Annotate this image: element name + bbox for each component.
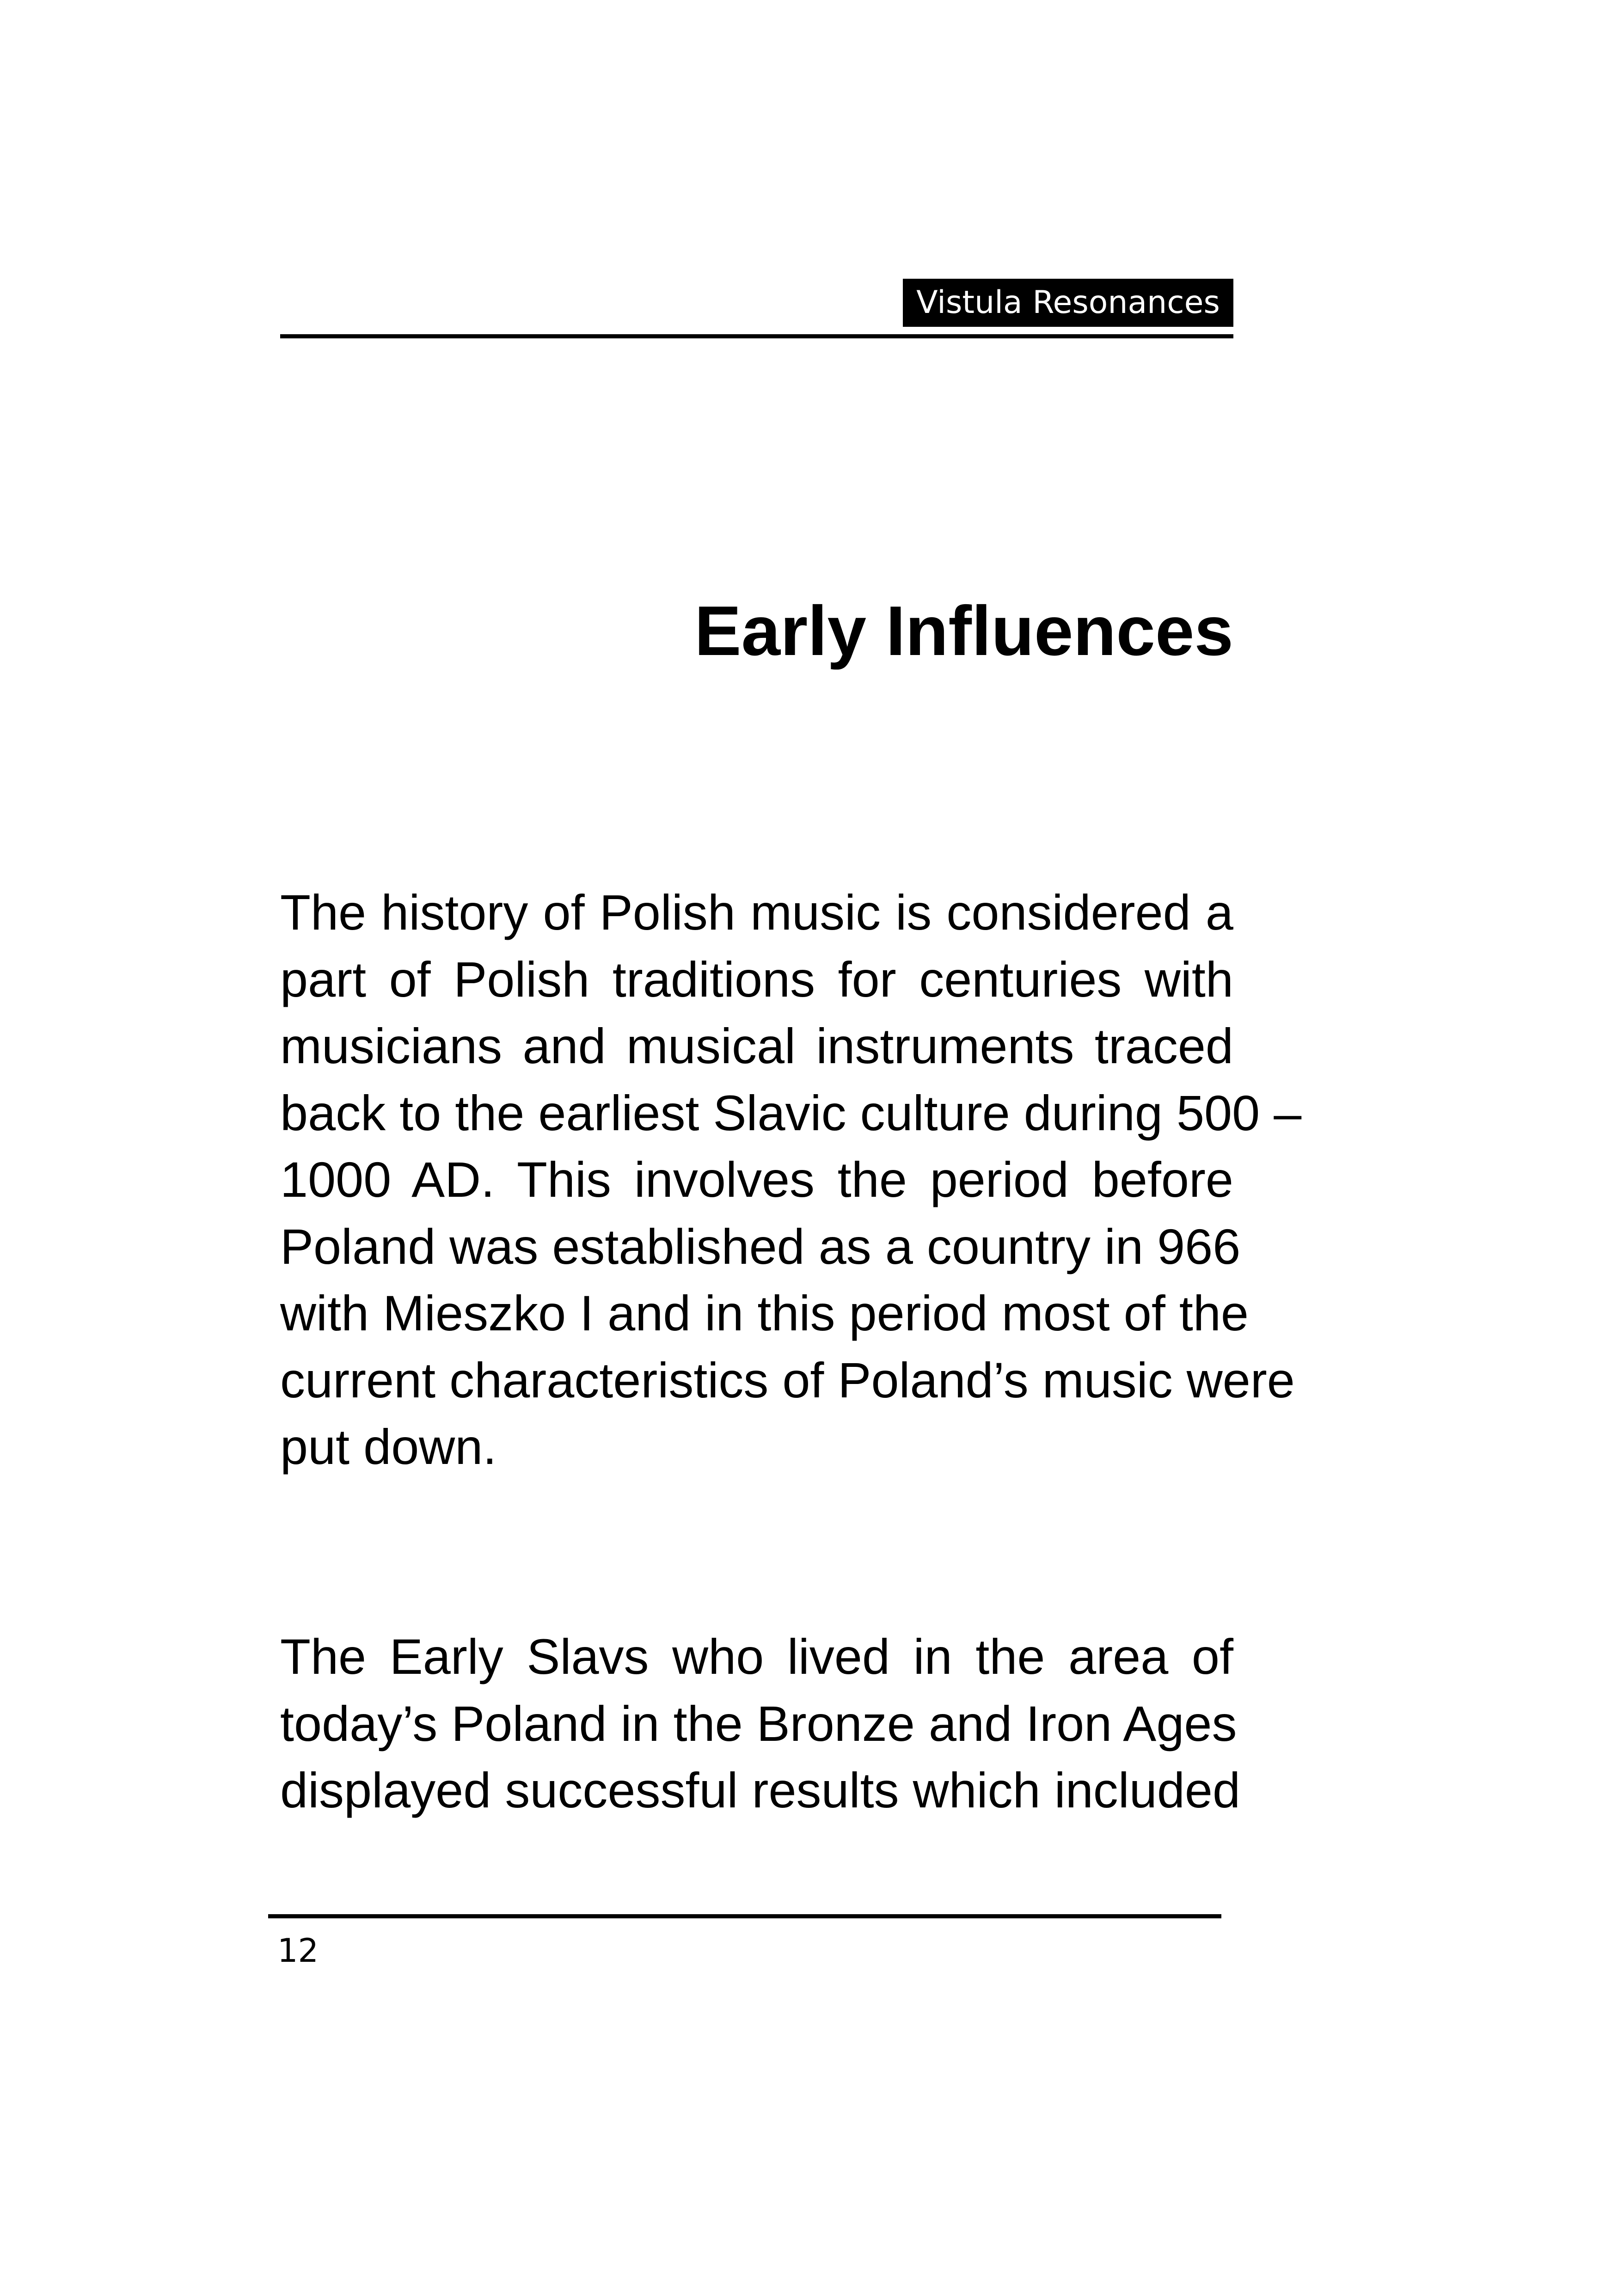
- footer-rule: [268, 1914, 1221, 1918]
- paragraph-2: [280, 1623, 1241, 1824]
- paragraph-line: The Early Slavs who lived in the area of: [280, 1629, 1233, 1684]
- header-rule: [280, 334, 1233, 338]
- paragraph-line: part of Polish traditions for centuries with: [280, 951, 1233, 1007]
- paragraph-line: with Mieszko I and in this period most of the: [280, 1285, 1249, 1341]
- paragraph-line: back to the earliest Slavic culture during 500 –: [280, 1084, 1302, 1141]
- paragraph-line: current characteristics of Poland’s music were: [280, 1352, 1295, 1408]
- paragraph-line: The history of Polish music is considered a: [280, 884, 1233, 940]
- paragraph-1: [280, 879, 1302, 1481]
- paragraph-line: put down.: [280, 1419, 497, 1475]
- chapter-title: Early Influences: [694, 592, 1233, 670]
- running-header-title: Vistula Resonances: [903, 279, 1233, 327]
- paragraph-line: displayed successful results which included: [280, 1762, 1241, 1818]
- paragraph-line: today’s Poland in the Bronze and Iron Ages: [280, 1695, 1237, 1751]
- paragraph-line: musicians and musical instruments traced: [280, 1018, 1233, 1074]
- paragraph-line: 1000 AD. This involves the period before: [280, 1151, 1233, 1207]
- paragraph-line: Poland was established as a country in 966: [280, 1218, 1241, 1274]
- page-number: 12: [277, 1932, 319, 1970]
